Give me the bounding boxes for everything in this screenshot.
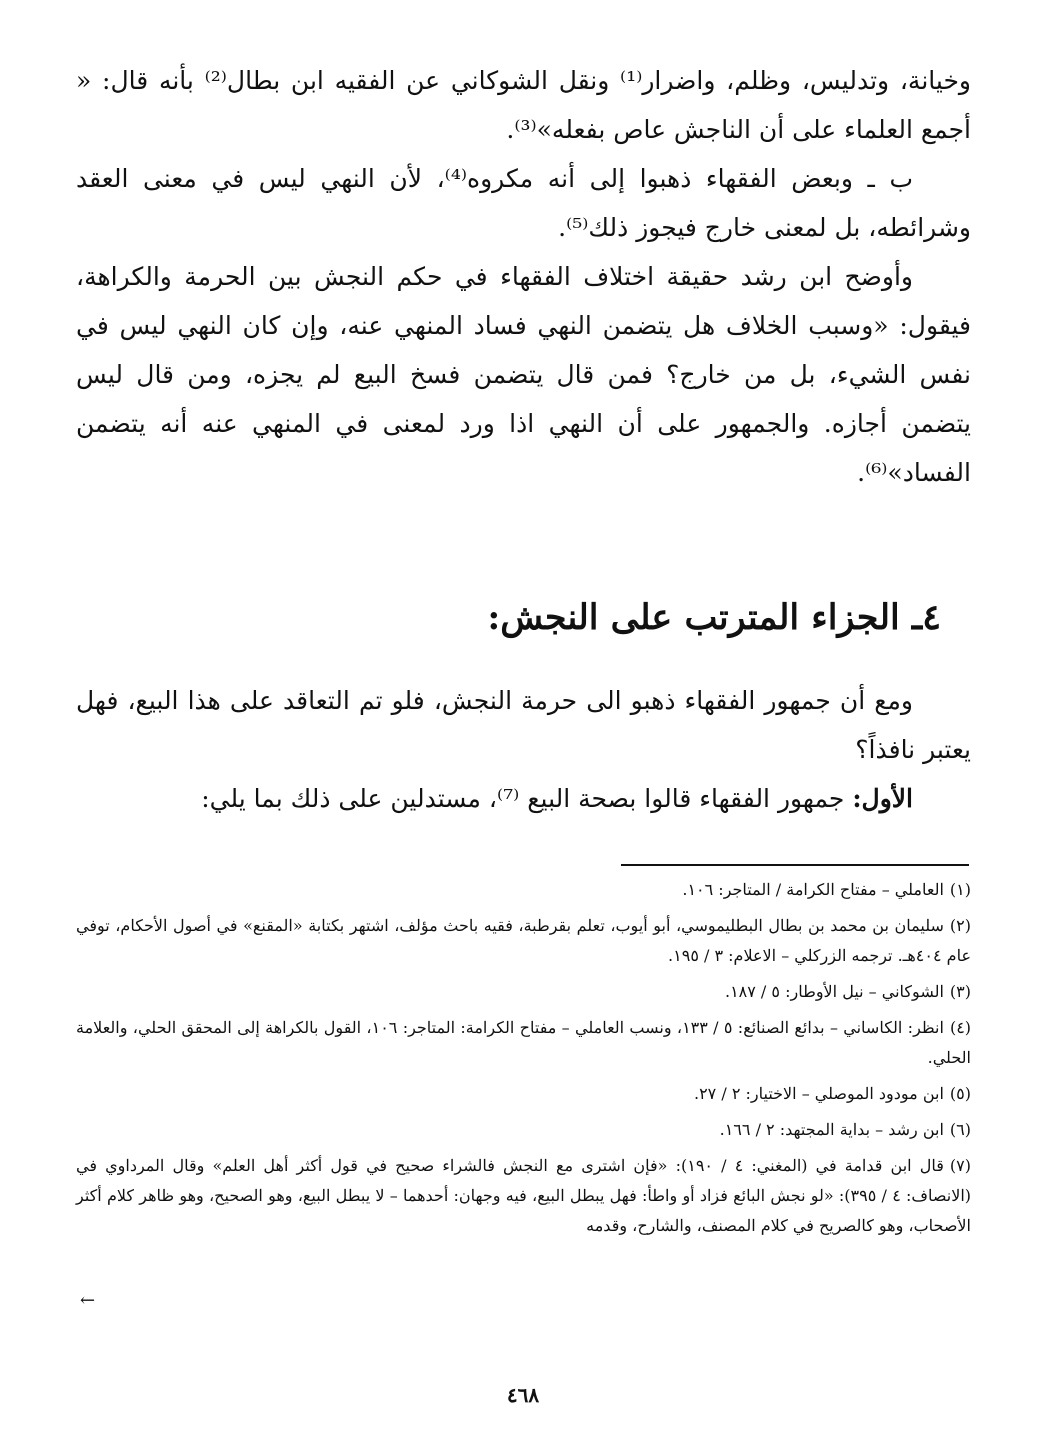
section-heading: ٤ـ الجزاء المترتب على النجش: <box>487 597 941 638</box>
section-body <box>76 676 971 823</box>
footnote-number: (٧) <box>949 1156 971 1175</box>
first-opinion-label: الأول: <box>852 784 913 813</box>
footnote-item <box>76 977 971 1007</box>
body-paragraph-2: ب ـ وبعض الفقهاء ذهبوا إلى أنه مكروه⁽⁴⁾، لأن النهي ليس في معنى العقد وشرائطه، بل لمعنى خارج فيجوز ذلك⁽⁵⁾. <box>76 164 971 242</box>
footnote-item <box>76 1115 971 1145</box>
footnote-item <box>76 1151 971 1241</box>
footnote-text: ابن مودود الموصلي – الاختيار: ٢ / ٢٧. <box>693 1084 944 1103</box>
footnote-number: (٢) <box>949 916 971 935</box>
first-opinion-text: جمهور الفقهاء قالوا بصحة البيع ⁽⁷⁾، مستدلين على ذلك بما يلي: <box>201 784 853 813</box>
footnote-number: (٦) <box>949 1120 971 1139</box>
section-paragraph-1: ومع أن جمهور الفقهاء ذهبو الى حرمة النجش، فلو تم التعاقد على هذا البيع، فهل يعتبر نافذاً؟ <box>76 686 971 764</box>
main-body <box>76 56 971 497</box>
section-paragraph-2 <box>76 774 971 823</box>
page-number: ٤٦٨ <box>506 1383 540 1407</box>
footnote-number: (١) <box>949 880 971 899</box>
footnotes-list <box>76 875 971 1247</box>
footnote-text: قال ابن قدامة في (المغني: ٤ / ١٩٠): «فإن اشترى مع النجش فالشراء صحيح في قول أكثر أهل العلم» وقال المرداوي في (الانصاف: ٤ / ٣٩٥): «لو نجش البائع فزاد أو واطأ: فهل يبطل البيع، فيه وجهان: أحدهما – لا يبطل البيع، وهو الصحيح، وهو ظاهر كلام أكثر الأصحاب، وهو كالصريح في كلام المصنف، والشارح، وقدمه <box>76 1156 972 1235</box>
footnote-item <box>76 875 971 905</box>
footnote-separator <box>621 864 969 866</box>
continuation-arrow-icon: ← <box>80 1290 96 1311</box>
footnote-text: سليمان بن محمد بن بطال البطليموسي، أبو أيوب، تعلم بقرطبة، فقيه باحث مؤلف، اشتهر بكتابة «المقنع» في أصول الأحكام، توفي عام ٤٠٤هـ. ترجمه الزركلي – الاعلام: ٣ / ١٩٥. <box>76 916 971 965</box>
body-paragraph-1: وخيانة، وتدليس، وظلم، واضرار⁽¹⁾ ونقل الشوكاني عن الفقيه ابن بطال⁽²⁾ بأنه قال: « أجمع العلماء على أن الناجش عاص بفعله»⁽³⁾. <box>76 66 971 144</box>
footnote-item <box>76 1079 971 1109</box>
footnote-text: انظر: الكاساني – بدائع الصنائع: ٥ / ١٣٣، ونسب العاملي – مفتاح الكرامة: المتاجر: ١٠٦، القول بالكراهة إلى المحقق الحلي، والعلامة الحلي. <box>76 1018 971 1067</box>
footnote-item <box>76 911 971 971</box>
footnote-item <box>76 1013 971 1073</box>
footnote-number: (٣) <box>949 982 971 1001</box>
body-paragraph-3: وأوضح ابن رشد حقيقة اختلاف الفقهاء في حكم النجش بين الحرمة والكراهة، فيقول: «وسبب الخلاف هل يتضمن النهي فساد المنهي عنه، وإن كان النهي ليس في نفس الشيء، بل من خارج؟ فمن قال يتضمن فسخ البيع لم يجزه، ومن قال ليس يتضمن أجازه. والجمهور على أن النهي اذا ورد لمعنى في المنهي عنه أنه يتضمن الفساد»⁽⁶⁾. <box>76 262 971 487</box>
footnote-number: (٥) <box>949 1084 971 1103</box>
footnote-number: (٤) <box>949 1018 972 1037</box>
footnote-text: ابن رشد – بداية المجتهد: ٢ / ١٦٦. <box>719 1120 944 1139</box>
footnote-text: العاملي – مفتاح الكرامة / المتاجر: ١٠٦. <box>682 880 944 899</box>
footnote-text: الشوكاني – نيل الأوطار: ٥ / ١٨٧. <box>724 982 944 1001</box>
